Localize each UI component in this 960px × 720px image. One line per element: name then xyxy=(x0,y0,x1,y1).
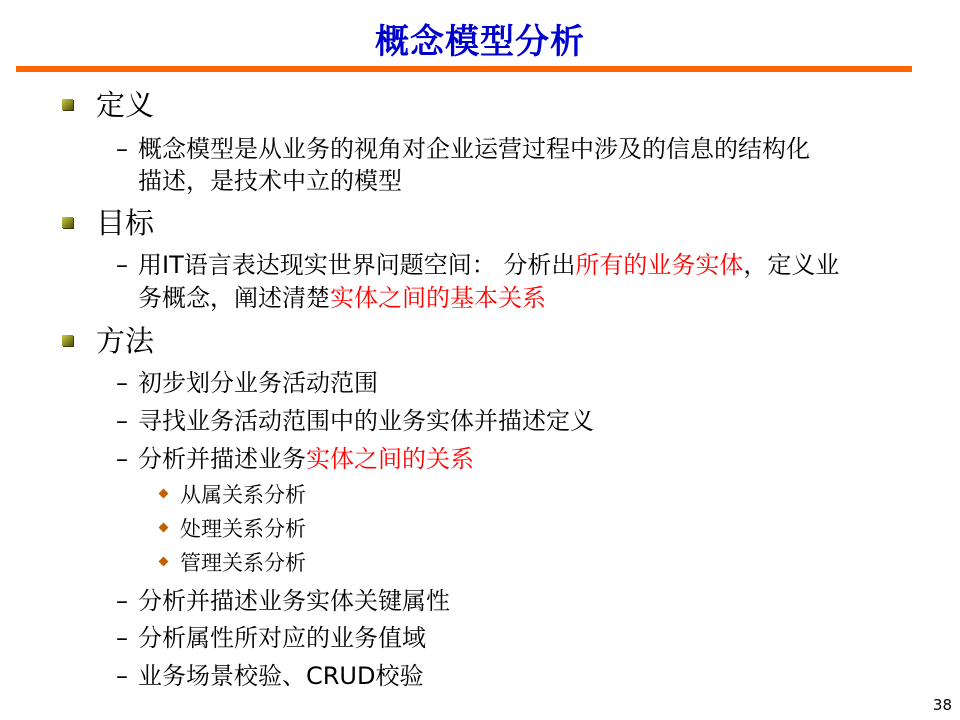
diamond-bullet-icon xyxy=(159,523,169,533)
dash-bullet: – xyxy=(116,407,128,435)
dash-bullet: – xyxy=(116,587,128,615)
method-text: 业务场景校验、CRUD校验 xyxy=(138,662,424,690)
goal-text-highlight-entities: 所有的业务实体 xyxy=(575,251,744,279)
method-text-a: 分析并描述业务 xyxy=(138,445,306,473)
dash-bullet: – xyxy=(116,624,128,652)
goal-text-b: ，定义业 xyxy=(743,251,840,279)
definition-text-line1: 概念模型是从业务的视角对企业运营过程中涉及的信息的结构化 xyxy=(138,135,810,163)
dash-bullet: – xyxy=(116,251,128,279)
method-text xyxy=(138,442,908,476)
definition-text-line2: 描述，是技术中立的模型 xyxy=(138,167,402,195)
bullet-square-icon xyxy=(62,99,73,110)
diamond-bullet-icon xyxy=(159,557,169,567)
page-number: 38 xyxy=(932,696,952,714)
method-text-highlight: 实体之间的关系 xyxy=(306,445,474,473)
goal-text-highlight-relations: 实体之间的基本关系 xyxy=(330,284,546,312)
sub-item: 管理关系分析 xyxy=(180,551,306,575)
slide-title: 概念模型分析 xyxy=(375,22,585,62)
diamond-bullet-icon xyxy=(159,489,169,499)
section-heading-goal: 目标 xyxy=(96,206,155,240)
goal-text-c: 务概念，阐述清楚 xyxy=(138,284,330,312)
title-rule xyxy=(16,66,912,72)
goal-text-a: 用IT语言表达现实世界问题空间： 分析出 xyxy=(138,251,576,279)
method-text: 分析并描述业务实体关键属性 xyxy=(138,587,450,615)
bullet-square-icon xyxy=(62,217,73,228)
goal-text-line2 xyxy=(138,281,908,315)
bullet-square-icon xyxy=(62,335,73,346)
dash-bullet: – xyxy=(116,135,128,163)
goal-text-line1 xyxy=(138,248,908,282)
dash-bullet: – xyxy=(116,369,128,397)
sub-item: 处理关系分析 xyxy=(180,517,306,541)
method-text: 寻找业务活动范围中的业务实体并描述定义 xyxy=(138,407,594,435)
sub-item: 从属关系分析 xyxy=(180,483,306,507)
section-heading-definition: 定义 xyxy=(96,88,155,122)
dash-bullet: – xyxy=(116,662,128,690)
method-text: 初步划分业务活动范围 xyxy=(138,369,378,397)
method-text: 分析属性所对应的业务值域 xyxy=(138,624,426,652)
section-heading-method: 方法 xyxy=(96,324,155,358)
dash-bullet: – xyxy=(116,445,128,473)
